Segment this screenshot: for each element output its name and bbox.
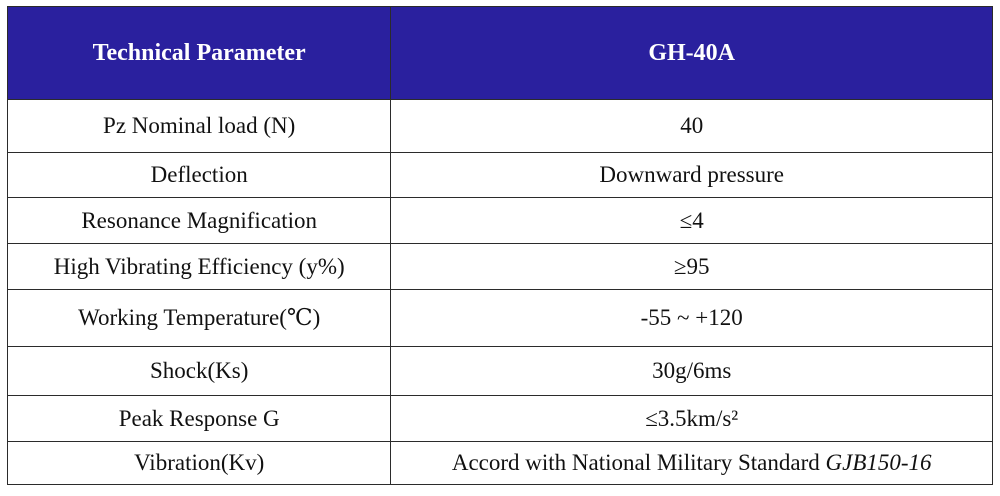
value-text: Accord with National Military Standard bbox=[451, 450, 826, 475]
param-cell: Working Temperature(℃) bbox=[8, 290, 391, 347]
value-cell: 30g/6ms bbox=[391, 347, 993, 396]
standard-code: GJB150-16 bbox=[825, 450, 932, 475]
param-cell: Peak Response G bbox=[8, 396, 391, 442]
table-row bbox=[8, 100, 993, 153]
table-row bbox=[8, 198, 993, 244]
header-model: GH-40A bbox=[391, 7, 993, 100]
param-cell: Vibration(Kv) bbox=[8, 442, 391, 485]
table-row bbox=[8, 442, 993, 485]
table-row bbox=[8, 290, 993, 347]
spec-table bbox=[7, 6, 993, 485]
value-cell: Downward pressure bbox=[391, 153, 993, 198]
value-cell: ≥95 bbox=[391, 244, 993, 290]
value-cell: ≤3.5km/s² bbox=[391, 396, 993, 442]
param-cell: Deflection bbox=[8, 153, 391, 198]
value-cell: 40 bbox=[391, 100, 993, 153]
table-row bbox=[8, 153, 993, 198]
param-cell: Shock(Ks) bbox=[8, 347, 391, 396]
param-cell: Resonance Magnification bbox=[8, 198, 391, 244]
value-cell: -55 ~ +120 bbox=[391, 290, 993, 347]
table-row bbox=[8, 347, 993, 396]
header-technical-parameter: Technical Parameter bbox=[8, 7, 391, 100]
param-cell: Pz Nominal load (N) bbox=[8, 100, 391, 153]
param-cell: High Vibrating Efficiency (y%) bbox=[8, 244, 391, 290]
table-row bbox=[8, 244, 993, 290]
table-header-row bbox=[8, 7, 993, 100]
table-row bbox=[8, 396, 993, 442]
value-cell: ≤4 bbox=[391, 198, 993, 244]
value-cell bbox=[391, 442, 993, 485]
